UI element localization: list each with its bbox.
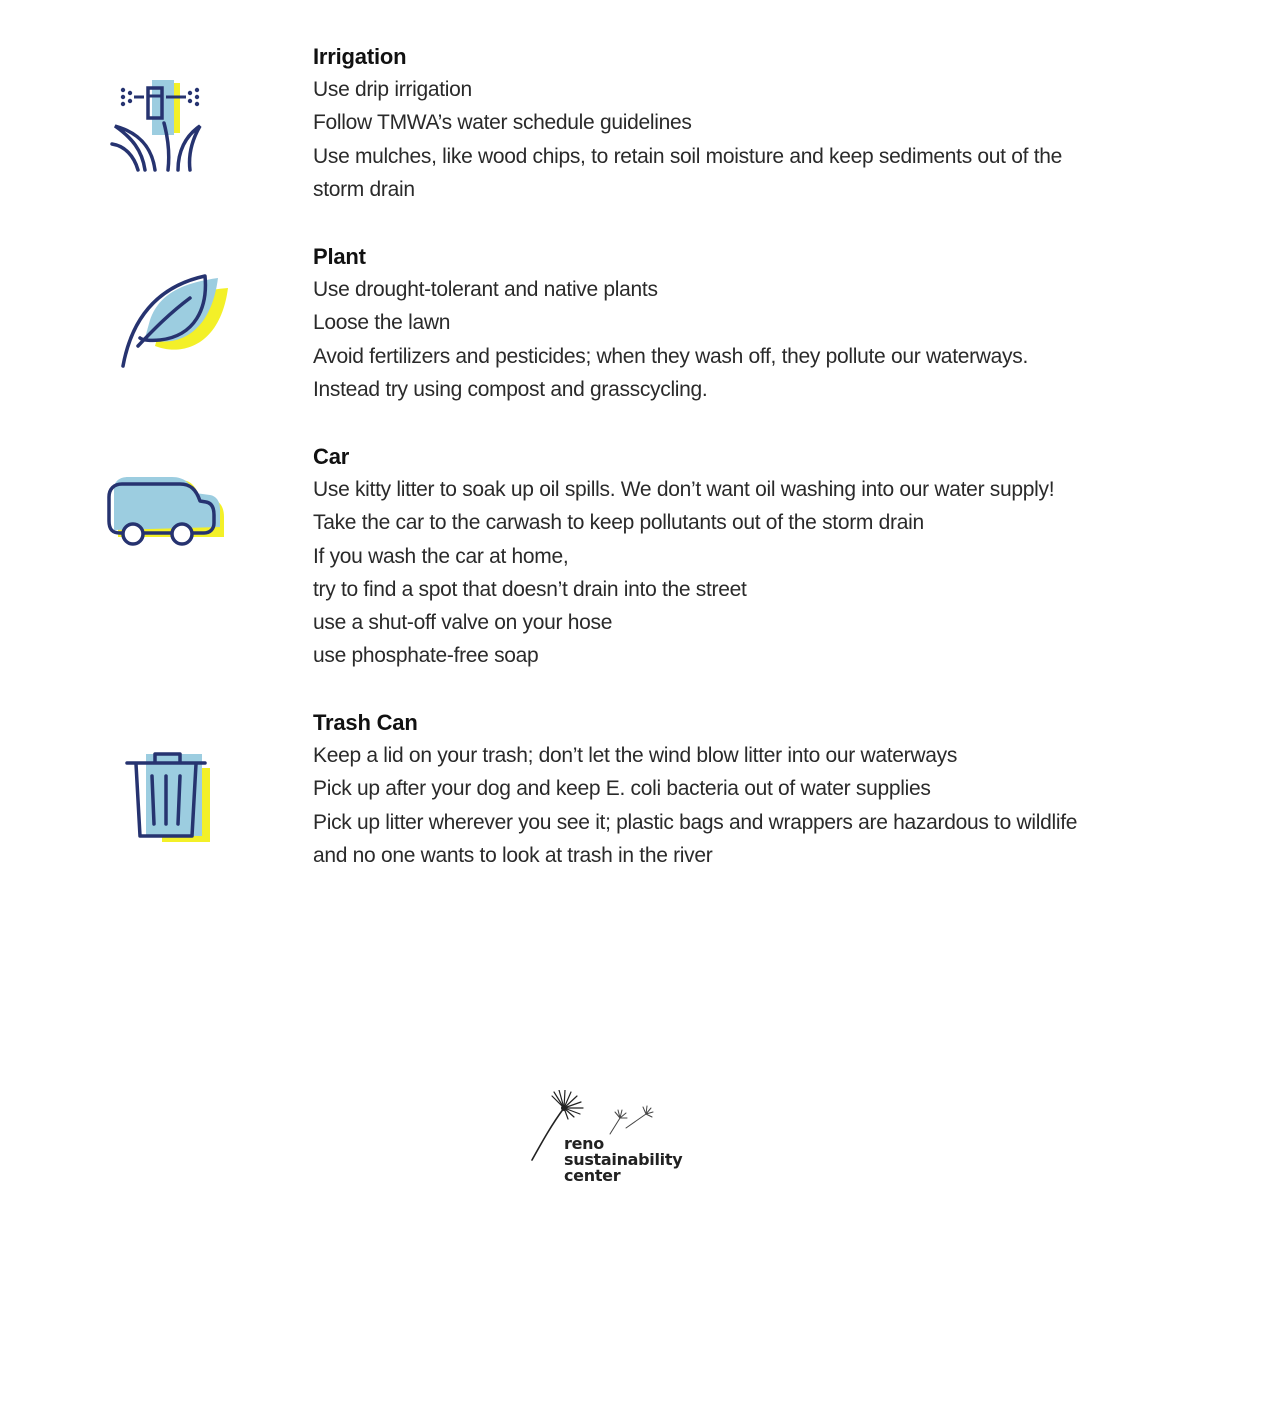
- list-item: Use mulches, like wood chips, to retain soil moisture and keep sediments out of the: [313, 144, 1062, 168]
- section-heading: Plant: [313, 244, 366, 269]
- list-item: Follow TMWA’s water schedule guidelines: [313, 111, 692, 135]
- section-heading: Trash Can: [313, 710, 418, 735]
- list-item: Avoid fertilizers and pesticides; when they wash off, they pollute our waterways.: [313, 344, 1028, 368]
- section-heading: Irrigation: [313, 44, 407, 69]
- list-item: Use drip irrigation: [313, 78, 472, 101]
- list-item: storm drain: [313, 177, 415, 201]
- list-item: Pick up after your dog and keep E. coli bacteria out of water supplies: [313, 777, 931, 801]
- list-item: Pick up litter wherever you see it; plastic bags and wrappers are hazardous to wildlife: [313, 810, 1078, 834]
- list-item: Use kitty litter to soak up oil spills. We don’t want oil washing into our water supply!: [313, 478, 1055, 501]
- list-item: Use drought-tolerant and native plants: [313, 278, 658, 301]
- list-item: Instead try using compost and grasscycling.: [313, 377, 708, 401]
- list-item: Take the car to the carwash to keep pollutants out of the storm drain: [313, 511, 924, 535]
- list-item: Keep a lid on your trash; don’t let the wind blow litter into our waterways: [313, 744, 958, 767]
- sprinkler-plant-icon: [100, 78, 235, 188]
- list-item: use a shut-off valve on your hose: [313, 611, 613, 635]
- list-item: and no one wants to look at trash in the river: [313, 843, 713, 867]
- list-item: use phosphate-free soap: [313, 644, 539, 668]
- car-icon: [100, 475, 235, 585]
- reno-sustainability-center-logo: [528, 1090, 688, 1190]
- logo-text-line: sustainability: [564, 1150, 683, 1169]
- trash-can-icon: [100, 748, 235, 858]
- list-item: Loose the lawn: [313, 311, 451, 335]
- section-heading: Car: [313, 444, 350, 469]
- leaf-icon: [100, 268, 235, 378]
- logo-text-line: center: [564, 1166, 621, 1185]
- list-item: try to find a spot that doesn’t drain into the street: [313, 577, 747, 601]
- logo-text-line: reno: [564, 1134, 604, 1153]
- list-item: If you wash the car at home,: [313, 544, 569, 568]
